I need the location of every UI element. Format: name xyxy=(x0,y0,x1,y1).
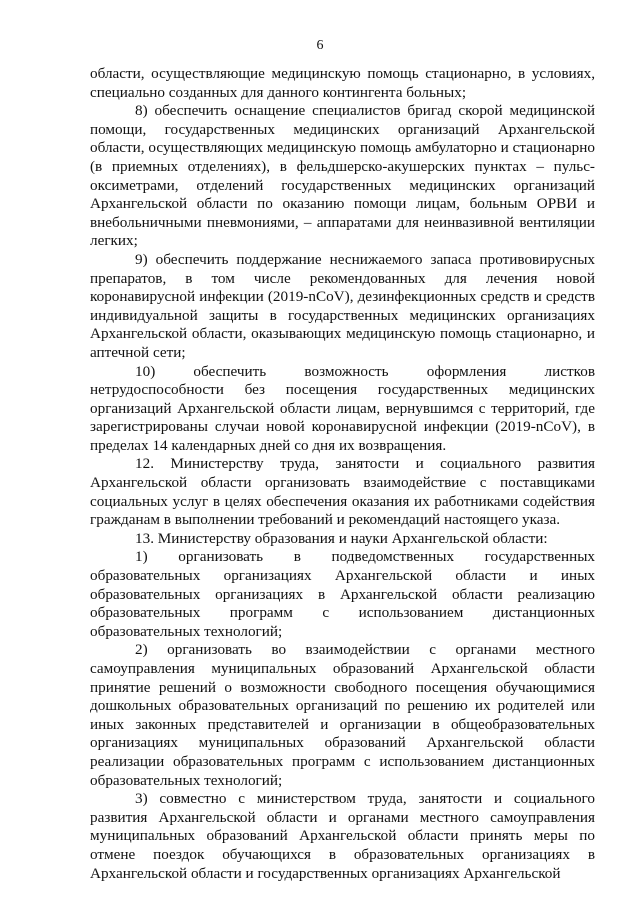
paragraph-sub-2: 2) организовать во взаимодействии с органами местного самоуправления муниципальных образований Архангельской области принятие решений о возможности свободного посещения обучающимися дошкольных образовательных организаций по решению их родителей или иных законных представителей и организации в общеобразовательных организациях муниципальных образований Архангельской области реализации образовательных программ с использованием дистанционных образовательных технологий; xyxy=(90,641,595,789)
paragraph-section-12: 12. Министерству труда, занятости и социального развития Архангельской области организовать взаимодействие с поставщиками социальных услуг в целях обеспечения оказания их работниками содействия гражданам в выполнении требований и рекомендаций настоящего указа. xyxy=(90,455,595,529)
paragraph-continuation: области, осуществляющие медицинскую помощь стационарно, в условиях, специально созданных для данного контингента больных; xyxy=(90,65,595,101)
paragraph-section-13: 13. Министерству образования и науки Архангельской области: xyxy=(135,529,548,547)
paragraph-item-10: 10) обеспечить возможность оформления листков нетрудоспособности без посещения государственных медицинских организаций Архангельской области лицам, вернувшимся с территорий, где зарегистрированы случаи новой коронавирусной инфекции (2019-nCoV), в пределах 14 календарных дней со дня их возвращения. xyxy=(90,362,595,454)
document-body xyxy=(90,65,595,883)
paragraph-sub-1: 1) организовать в подведомственных государственных образовательных организациях Архангельской области и иных образовательных организациях в Архангельской области реализацию образовательных программ с использованием дистанционных образовательных технологий; xyxy=(90,548,595,640)
page-number: 6 xyxy=(316,38,324,53)
paragraph-sub-3: 3) совместно с министерством труда, занятости и социального развития Архангельской области и органами местного самоуправления муниципальных образований Архангельской области принять меры по отмене поездок обучающихся в образовательных организациях в Архангельской области и государственных организациях Архангельской xyxy=(90,790,595,882)
paragraph-item-8: 8) обеспечить оснащение специалистов бригад скорой медицинской помощи, государственных медицинских организаций Архангельской области, осуществляющих медицинскую помощь амбулаторно и стационарно (в приемных отделениях), в фельдшерско-акушерских пунктах – пульс-оксиметрами, отделений государственных медицинских организаций Архангельской области по оказанию помощи лицам, больным ОРВИ и внебольничными пневмониями, – аппаратами для неинвазивной вентиляции легких; xyxy=(90,102,595,250)
paragraph-item-9: 9) обеспечить поддержание неснижаемого запаса противовирусных препаратов, в том числе рекомендованных для лечения новой коронавирусной инфекции (2019-nCoV), дезинфекционных средств и средств индивидуальной защиты в государственных медицинских организациях Архангельской области, оказывающих медицинскую помощь стационарно, и аптечной сети; xyxy=(90,250,595,361)
